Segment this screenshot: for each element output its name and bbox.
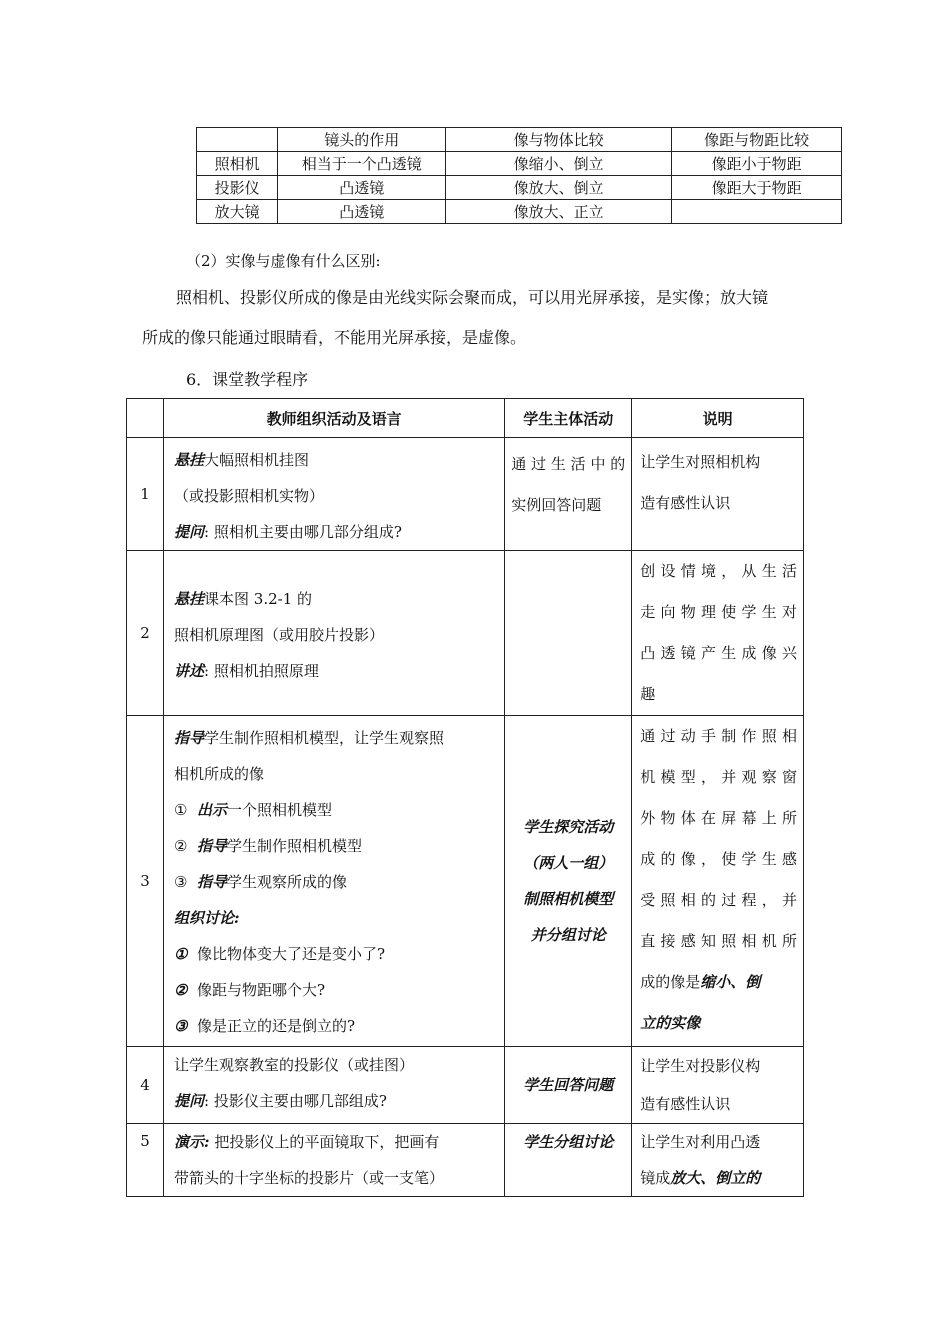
lens-comparison-table bbox=[196, 127, 842, 224]
text-line: 相机所成的像 bbox=[174, 765, 265, 783]
header-cell: 学生主体活动 bbox=[505, 399, 632, 438]
text-line: 讲述: 照相机拍照原理 bbox=[174, 662, 319, 680]
text-line: 受照相的过程，并 bbox=[640, 891, 797, 909]
text-line: 学生探究活动 bbox=[523, 818, 614, 836]
text-line: 学生回答问题 bbox=[523, 1076, 614, 1094]
list-item: ③ 指导学生观察所成的像 bbox=[174, 873, 348, 891]
header-cell: 像距与物距比较 bbox=[672, 128, 842, 152]
section-heading: 6．课堂教学程序 bbox=[186, 370, 309, 389]
table-row bbox=[197, 176, 842, 200]
row-number: 3 bbox=[127, 716, 164, 1047]
text-line: 走向物理使学生对 bbox=[640, 603, 797, 621]
text-line: 创设情境，从生活 bbox=[640, 562, 797, 580]
teacher-activity-cell bbox=[164, 716, 505, 1047]
table-cell: 像放大、正立 bbox=[446, 200, 672, 224]
text-line: 直接感知照相机所 bbox=[640, 932, 797, 950]
table-cell: 凸透镜 bbox=[278, 176, 446, 200]
text-line: 造有感性认识 bbox=[640, 494, 731, 512]
table-row bbox=[127, 1124, 804, 1197]
teacher-activity-cell bbox=[164, 551, 505, 716]
table-row bbox=[197, 200, 842, 224]
text-line: （或投影照相机实物） bbox=[174, 487, 325, 505]
table-row bbox=[197, 152, 842, 176]
note-cell bbox=[632, 551, 804, 716]
note-cell bbox=[632, 1124, 804, 1197]
student-activity-cell bbox=[505, 438, 632, 551]
list-item: ③ 像是正立的还是倒立的? bbox=[174, 1017, 356, 1035]
text-line: 凸透镜产生成像兴 bbox=[640, 644, 797, 662]
answer-line-1: 照相机、投影仪所成的像是由光线实际会聚而成，可以用光屏承接，是实像；放大镜 bbox=[176, 288, 769, 307]
text-line: 让学生对照相机构 bbox=[640, 453, 761, 471]
list-item: ② 指导学生制作照相机模型 bbox=[174, 837, 363, 855]
text-line: 提问: 投影仪主要由哪几部组成? bbox=[174, 1092, 387, 1110]
list-item: ① 出示一个照相机模型 bbox=[174, 801, 333, 819]
header-cell bbox=[197, 128, 278, 152]
note-cell bbox=[632, 716, 804, 1047]
text-line: 学生分组讨论 bbox=[523, 1133, 614, 1151]
text-line: 外物体在屏幕上所 bbox=[640, 809, 797, 827]
header-cell bbox=[127, 399, 164, 438]
table-cell: 凸透镜 bbox=[278, 200, 446, 224]
text-line: 制照相机模型 bbox=[523, 890, 614, 908]
note-cell bbox=[632, 1047, 804, 1124]
table-header-row bbox=[127, 399, 804, 438]
table-cell: 像距大于物距 bbox=[672, 176, 842, 200]
text-line: 指导学生制作照相机模型，让学生观察照 bbox=[174, 729, 445, 747]
student-activity-cell bbox=[505, 716, 632, 1047]
table-row bbox=[127, 551, 804, 716]
discussion-label: 组织讨论: bbox=[174, 909, 240, 927]
text-line: 提问: 照相机主要由哪几部分组成? bbox=[174, 523, 402, 541]
text-line: 机模型，并观察窗 bbox=[640, 768, 797, 786]
text-line: 让学生观察教室的投影仪（或挂图） bbox=[174, 1056, 415, 1074]
answer-line-2: 所成的像只能通过眼睛看，不能用光屏承接，是虚像。 bbox=[142, 328, 527, 347]
text-line: 成的像，使学生感 bbox=[640, 850, 797, 868]
table-cell: 相当于一个凸透镜 bbox=[278, 152, 446, 176]
table-cell: 投影仪 bbox=[197, 176, 278, 200]
table-cell: 像放大、倒立 bbox=[446, 176, 672, 200]
text-line: 成的像是缩小、倒 bbox=[640, 973, 761, 991]
row-number: 4 bbox=[127, 1047, 164, 1124]
table-cell: 放大镜 bbox=[197, 200, 278, 224]
header-cell: 像与物体比较 bbox=[446, 128, 672, 152]
table-cell bbox=[672, 200, 842, 224]
table-cell: 像距小于物距 bbox=[672, 152, 842, 176]
text-line: 实例回答问题 bbox=[511, 496, 602, 514]
table-row bbox=[127, 1047, 804, 1124]
table-cell: 照相机 bbox=[197, 152, 278, 176]
text-line: 悬挂课本图 3.2-1 的 bbox=[174, 590, 313, 608]
text-line: 悬挂大幅照相机挂图 bbox=[174, 451, 310, 469]
text-line: 造有感性认识 bbox=[640, 1095, 731, 1113]
table-cell: 像缩小、倒立 bbox=[446, 152, 672, 176]
header-cell: 教师组织活动及语言 bbox=[164, 399, 505, 438]
row-number: 2 bbox=[127, 551, 164, 716]
row-number: 1 bbox=[127, 438, 164, 551]
table-row bbox=[127, 438, 804, 551]
list-item: ② 像距与物距哪个大? bbox=[174, 981, 326, 999]
text-line: （两人一组） bbox=[523, 854, 614, 872]
student-activity-cell bbox=[505, 1124, 632, 1197]
text-line: 立的实像 bbox=[640, 1014, 701, 1032]
text-line: 照相机原理图（或用胶片投影） bbox=[174, 626, 385, 644]
text-line: 并分组讨论 bbox=[530, 926, 606, 944]
teacher-activity-cell bbox=[164, 1124, 505, 1197]
header-cell: 说明 bbox=[632, 399, 804, 438]
text-line: 演示: 把投影仪上的平面镜取下，把画有 bbox=[174, 1133, 440, 1151]
teacher-activity-cell bbox=[164, 438, 505, 551]
list-item: ① 像比物体变大了还是变小了? bbox=[174, 945, 386, 963]
text-line: 通过动手制作照相 bbox=[640, 727, 797, 745]
table-row bbox=[127, 716, 804, 1047]
table-header-row bbox=[197, 128, 842, 152]
lesson-procedure-table bbox=[126, 398, 804, 1197]
row-number: 5 bbox=[127, 1124, 164, 1197]
student-activity-cell bbox=[505, 1047, 632, 1124]
question-text: （2）实像与虚像有什么区别: bbox=[186, 252, 381, 270]
text-line: 让学生对投影仪构 bbox=[640, 1057, 761, 1075]
header-cell: 镜头的作用 bbox=[278, 128, 446, 152]
note-cell bbox=[632, 438, 804, 551]
text-line: 趣 bbox=[640, 685, 656, 703]
text-line: 镜成放大、倒立的 bbox=[640, 1169, 761, 1187]
student-activity-cell bbox=[505, 551, 632, 716]
text-line: 让学生对利用凸透 bbox=[640, 1133, 761, 1151]
text-line: 通过生活中的 bbox=[511, 455, 626, 473]
teacher-activity-cell bbox=[164, 1047, 505, 1124]
text-line: 带箭头的十字坐标的投影片（或一支笔） bbox=[174, 1169, 445, 1187]
